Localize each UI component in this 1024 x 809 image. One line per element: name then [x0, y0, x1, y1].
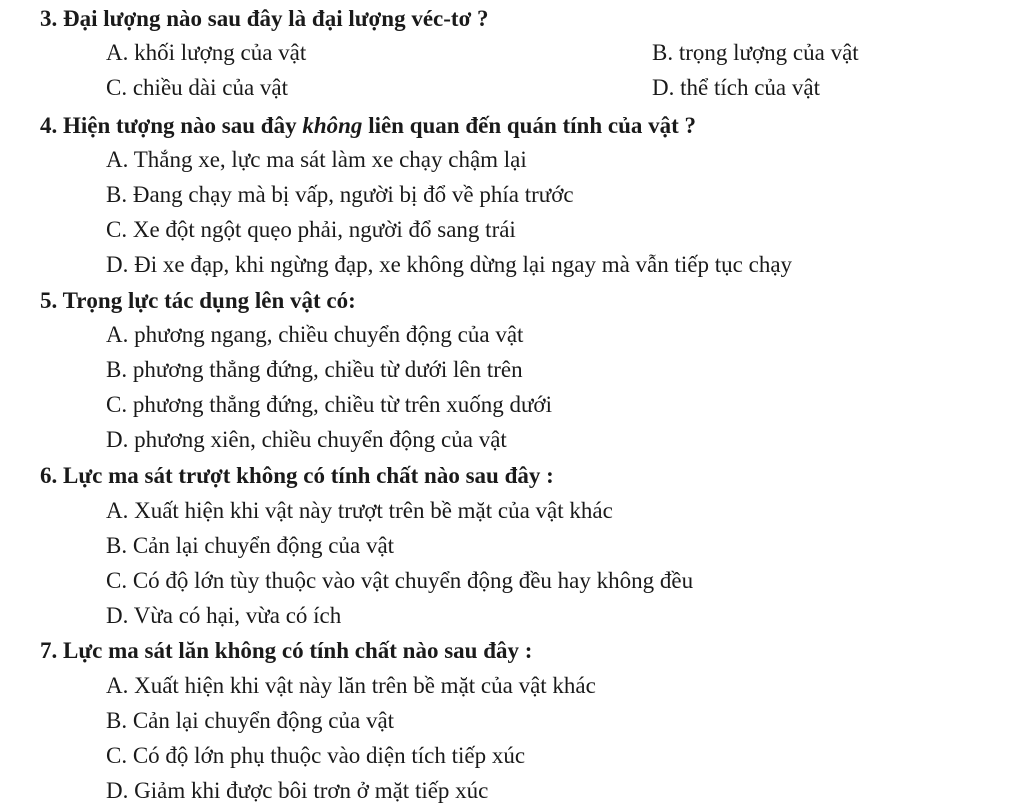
- question-7-option-b: B. Cản lại chuyển động của vật: [106, 708, 395, 733]
- question-5-title: 5. Trọng lực tác dụng lên vật có:: [40, 288, 356, 313]
- question-3-option-c: C. chiều dài của vật: [106, 75, 289, 100]
- question-4-title-emphasis: không: [302, 113, 363, 138]
- question-5-option-a: A. phương ngang, chiều chuyển động của vật: [106, 322, 524, 347]
- question-4-option-b: B. Đang chạy mà bị vấp, người bị đổ về phía trước: [106, 182, 574, 207]
- question-3-option-a: A. khối lượng của vật: [106, 40, 307, 65]
- question-5-option-d: D. phương xiên, chiều chuyển động của vật: [106, 427, 507, 452]
- question-6-option-c: C. Có độ lớn tùy thuộc vào vật chuyển động đều hay không đều: [106, 568, 694, 593]
- question-6-option-a: A. Xuất hiện khi vật này trượt trên bề mặt của vật khác: [106, 498, 613, 523]
- question-7-option-a: A. Xuất hiện khi vật này lăn trên bề mặt của vật khác: [106, 673, 596, 698]
- question-4-option-c: C. Xe đột ngột quẹo phải, người đổ sang trái: [106, 217, 516, 242]
- question-3-option-b: B. trọng lượng của vật: [652, 40, 859, 65]
- question-6-option-b: B. Cản lại chuyển động của vật: [106, 533, 395, 558]
- question-4-title-end: liên quan đến quán tính của vật ?: [362, 113, 697, 138]
- question-5-option-c: C. phương thẳng đứng, chiều từ trên xuống dưới: [106, 392, 552, 417]
- question-4-option-a: A. Thắng xe, lực ma sát làm xe chạy chậm lại: [106, 147, 527, 172]
- question-7-option-c: C. Có độ lớn phụ thuộc vào diện tích tiếp xúc: [106, 743, 526, 768]
- question-4-option-d: D. Đi xe đạp, khi ngừng đạp, xe không dừng lại ngay mà vẫn tiếp tục chạy: [106, 252, 793, 277]
- question-7-option-d: D. Giảm khi được bôi trơn ở mặt tiếp xúc: [106, 778, 489, 803]
- question-7-title: 7. Lực ma sát lăn không có tính chất nào sau đây :: [40, 638, 533, 663]
- question-5-option-b: B. phương thẳng đứng, chiều từ dưới lên trên: [106, 357, 523, 382]
- question-6-option-d: D. Vừa có hại, vừa có ích: [106, 603, 342, 628]
- question-4-title: [40, 111, 696, 141]
- question-4-title-start: 4. Hiện tượng nào sau đây: [40, 113, 303, 138]
- question-3-option-d: D. thể tích của vật: [652, 75, 820, 100]
- question-3-title: 3. Đại lượng nào sau đây là đại lượng véc-tơ ?: [40, 6, 489, 31]
- question-6-title: 6. Lực ma sát trượt không có tính chất nào sau đây :: [40, 463, 554, 488]
